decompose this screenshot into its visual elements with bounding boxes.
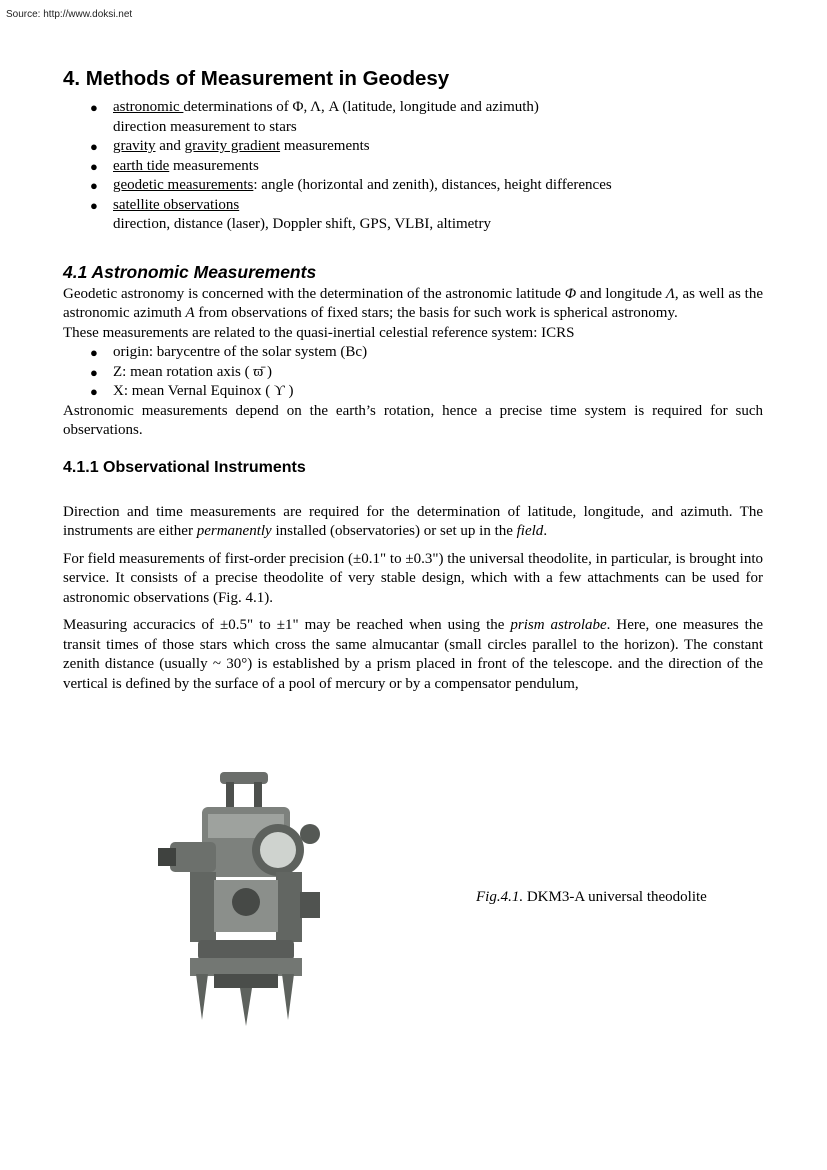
underlined-term: gravity gradient [184, 138, 281, 154]
underlined-term: astronomic [113, 99, 184, 115]
bullet-icon: ● [90, 345, 98, 360]
underlined-term: earth tide [113, 157, 170, 174]
item-text: : angle (horizontal and zenith), distances, height differences [253, 177, 612, 193]
bullet-icon: ● [90, 178, 98, 193]
list-item [63, 196, 763, 235]
underlined-term: gravity [113, 138, 156, 154]
paragraph: Astronomic measurements depend on the earth’s rotation, hence a precise time system is required for such observations. [63, 402, 763, 438]
list-item [63, 176, 763, 196]
item-text: and [155, 138, 185, 154]
bullet-icon: ● [90, 197, 98, 213]
underlined-term: satellite observations [113, 196, 240, 213]
item-subtext: direction, distance (laser), Doppler shift, GPS, VLBI, altimetry [113, 216, 491, 232]
list-item [63, 98, 763, 137]
bullet-icon: ● [90, 364, 98, 380]
list-item: ● X: mean Vernal Equinox ( ϒ ) [63, 382, 763, 402]
list-item: ● Z: mean rotation axis ( ϖ̄ ) [63, 363, 763, 383]
bullet-icon: ● [90, 384, 98, 399]
bullet-icon: ● [90, 139, 98, 154]
item-text: measurements [280, 138, 370, 154]
figure-caption [476, 889, 707, 906]
subsection-heading: 4.1.1 Observational Instruments [63, 458, 306, 476]
list-item [63, 137, 763, 157]
paragraph: Measuring accuracics of ±0.5" to ±1" may be reached when using the prism astrolabe. Here, one measures the transit times of those stars which cross the same almucantar (small circles parallel to the horizon). The constant zenith distance (usually ~ 30°) is established by a prism placed in front of the telescope. and the direction of the vertical is defined by the surface of a pool of mercury or by a compensator pendulum, [63, 617, 764, 692]
section-heading: 4.1 Astronomic Measurements [63, 261, 317, 282]
intro-list [63, 98, 763, 235]
bullet-icon: ● [90, 158, 98, 174]
paragraph: Direction and time measurements are required for the determination of latitude, longitude, and azimuth. The instruments are either permanently installed (observatories) or set up in the field. [63, 503, 763, 539]
paragraph: These measurements are related to the quasi-inertial celestial reference system: ICRS [63, 324, 575, 341]
item-subtext: direction measurement to stars [113, 118, 297, 135]
page-title: 4. Methods of Measurement in Geodesy [63, 67, 450, 90]
source-url: Source: http://www.doksi.net [6, 9, 133, 20]
item-text: determinations of Φ, Λ, A (latitude, longitude and azimuth) [183, 99, 539, 115]
figure-caption-text: DKM3-A universal theodolite [523, 889, 707, 905]
document-page [63, 66, 763, 694]
list-item: ● origin: barycentre of the solar system (Bc) [63, 343, 763, 363]
list-item [63, 157, 763, 177]
figure [150, 752, 770, 1032]
item-text: measurements [169, 157, 259, 174]
underlined-term: geodetic measurements [113, 177, 254, 193]
theodolite-photo [150, 752, 340, 1030]
bullet-icon: ● [90, 100, 98, 115]
icrs-list [63, 343, 763, 402]
paragraph: Geodetic astronomy is concerned with the determination of the astronomic latitude Φ and longitude Λ, as well as the astronomic azimuth A from observations of fixed stars; the basis for such work is spherical astronomy. [63, 285, 764, 321]
figure-label: Fig.4.1. [476, 889, 524, 905]
paragraph: For field measurements of first-order precision (±0.1" to ±0.3") the universal theodolite, in particular, is brought into service. It consists of a precise theodolite of very stable design, which with a few attachments can be used for astronomic observations (Fig. 4.1). [63, 550, 763, 606]
